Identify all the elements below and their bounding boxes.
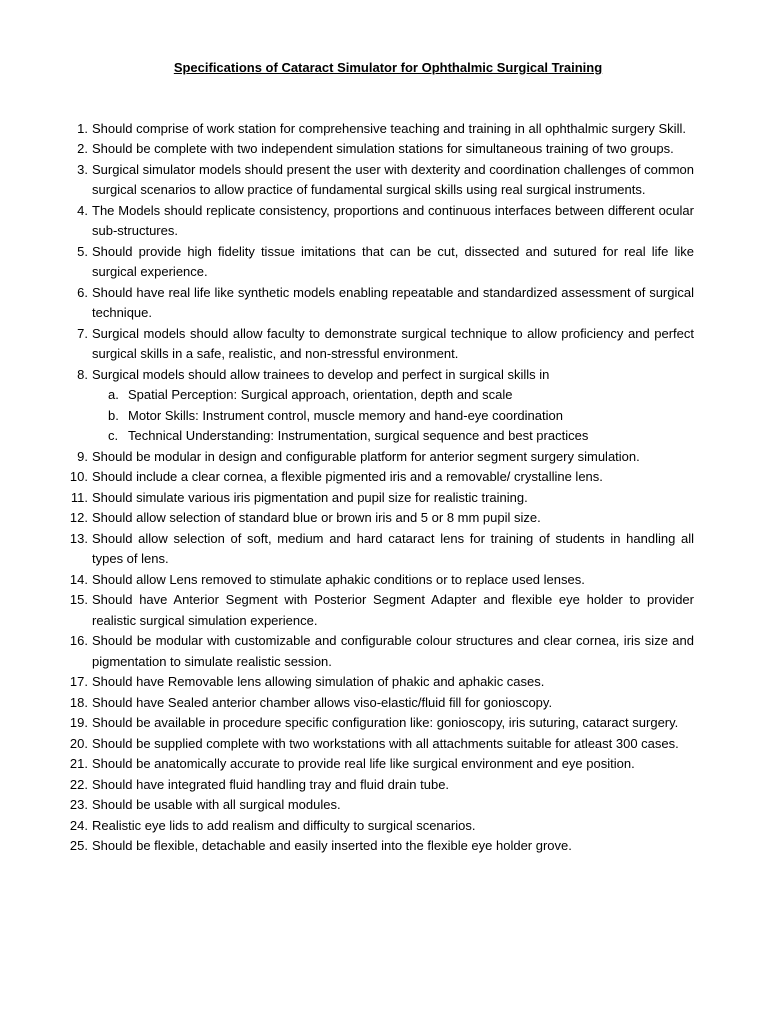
- item-number: 19.: [69, 715, 88, 730]
- item-number: 6.: [77, 284, 88, 300]
- list-item: [77, 283, 694, 324]
- item-number: 22.: [69, 776, 88, 792]
- item-number: 20.: [69, 735, 88, 751]
- item-number: 21.: [69, 756, 88, 771]
- list-item: [69, 836, 694, 857]
- item-text: The Models should replicate consistency, proportions and continuous interfaces between different ocular sub-structures.: [92, 202, 694, 238]
- item-text: Should be modular with customizable and configurable colour structures and clear cornea, iris size and pigmentation to simulate realistic session.: [92, 633, 694, 669]
- item-text: Should have Removable lens allowing simulation of phakic and aphakic cases.: [92, 674, 545, 689]
- item-text: Should simulate various iris pigmentation and pupil size for realistic training.: [92, 489, 528, 505]
- list-item: [69, 693, 694, 714]
- sub-list-item: [108, 426, 694, 447]
- item-text: Should be flexible, detachable and easily inserted into the flexible eye holder grove.: [92, 838, 572, 853]
- sub-item-text: Spatial Perception: Surgical approach, orientation, depth and scale: [128, 387, 513, 402]
- list-item: [69, 570, 694, 591]
- item-number: 25.: [69, 838, 88, 853]
- list-item: [77, 160, 694, 201]
- item-text: Should include a clear cornea, a flexible pigmented iris and a removable/ crystalline lens.: [92, 469, 603, 484]
- item-number: 16.: [69, 633, 88, 648]
- item-text: Should have Sealed anterior chamber allows viso-elastic/fluid fill for gonioscopy.: [92, 694, 553, 710]
- item-text: Realistic eye lids to add realism and difficulty to surgical scenarios.: [92, 817, 476, 833]
- item-number: 12.: [69, 510, 88, 525]
- list-item: [69, 754, 694, 775]
- list-item: [69, 508, 694, 529]
- list-item: [69, 631, 694, 672]
- item-text: Should be modular in design and configurable platform for anterior segment surgery simulation.: [92, 448, 640, 464]
- item-text: Surgical models should allow faculty to demonstrate surgical technique to allow proficiency and perfect surgical skills in a safe, realistic, and non-stressful environment.: [92, 325, 694, 361]
- item-number: 15.: [69, 592, 88, 607]
- item-text: Should comprise of work station for comprehensive teaching and training in all ophthalmic surgery Skill.: [92, 120, 686, 136]
- list-item: [69, 795, 694, 816]
- sub-item-text: Motor Skills: Instrument control, muscle memory and hand-eye coordination: [128, 407, 563, 423]
- specification-list: [69, 119, 694, 857]
- list-item: [77, 242, 694, 283]
- item-text: Should allow selection of standard blue or brown iris and 5 or 8 mm pupil size.: [92, 510, 541, 525]
- item-number: 4.: [77, 202, 88, 218]
- item-number: 14.: [69, 571, 88, 587]
- item-number: 5.: [77, 243, 88, 259]
- item-text: Should be available in procedure specific configuration like: gonioscopy, iris suturing, cataract surgery.: [92, 715, 679, 730]
- sub-item-text: Technical Understanding: Instrumentation, surgical sequence and best practices: [128, 428, 589, 443]
- sub-item-letter: a.: [108, 387, 119, 402]
- list-item: [69, 816, 694, 837]
- sub-item-letter: b.: [108, 407, 119, 423]
- list-item: [70, 488, 694, 509]
- list-item: [77, 139, 694, 160]
- item-number: 23.: [69, 797, 88, 812]
- item-number: 13.: [69, 530, 88, 546]
- item-text: Should have integrated fluid handling tray and fluid drain tube.: [92, 776, 450, 792]
- item-number: 7.: [77, 325, 88, 341]
- item-text: Should allow selection of soft, medium and hard cataract lens for training of students in handling all types of lens.: [92, 530, 694, 566]
- sub-list-item: [108, 406, 694, 427]
- list-item: [69, 467, 694, 488]
- item-text: Should be usable with all surgical modules.: [92, 797, 341, 812]
- item-text: Should have real life like synthetic models enabling repeatable and standardized assessment of surgical technique.: [92, 284, 694, 320]
- list-item: [77, 447, 694, 468]
- item-text: Surgical models should allow trainees to develop and perfect in surgical skills in: [92, 366, 550, 382]
- sub-list: [92, 385, 694, 447]
- sub-item-letter: c.: [108, 428, 119, 443]
- item-number: 24.: [69, 817, 88, 833]
- list-item: [77, 201, 694, 242]
- item-text: Should provide high fidelity tissue imitations that can be cut, dissected and sutured for real life like surgical experience.: [92, 243, 694, 279]
- item-number: 1.: [77, 120, 88, 136]
- list-item: [77, 119, 694, 140]
- item-text: Should be supplied complete with two workstations with all attachments suitable for atleast 300 cases.: [92, 735, 679, 751]
- list-item: [69, 734, 694, 755]
- item-number: 8.: [77, 366, 88, 382]
- list-item: [77, 365, 694, 447]
- item-text: Should be complete with two independent simulation stations for simultaneous training of two groups.: [92, 141, 674, 156]
- item-number: 3.: [77, 161, 88, 177]
- item-number: 18.: [69, 694, 88, 710]
- list-item: [69, 775, 694, 796]
- list-item: [77, 324, 694, 365]
- item-number: 9.: [77, 448, 88, 464]
- list-item: [69, 713, 694, 734]
- item-text: Should be anatomically accurate to provide real life like surgical environment and eye position.: [92, 756, 635, 771]
- item-number: 17.: [69, 674, 88, 689]
- item-number: 10.: [69, 469, 88, 484]
- item-number: 11.: [70, 489, 88, 505]
- list-item: [69, 590, 694, 631]
- sub-list-item: [108, 385, 694, 406]
- item-text: Should allow Lens removed to stimulate aphakic conditions or to replace used lenses.: [92, 571, 585, 587]
- list-item: [69, 672, 694, 693]
- item-text: Should have Anterior Segment with Posterior Segment Adapter and flexible eye holder to provider realistic surgical simulation experience.: [92, 592, 694, 628]
- document-title: Specifications of Cataract Simulator for Ophthalmic Surgical Training: [173, 60, 603, 75]
- item-number: 2.: [77, 141, 88, 156]
- item-text: Surgical simulator models should present the user with dexterity and coordination challenges of common surgical scenarios to allow practice of fundamental surgical skills using real surgical instruments.: [92, 161, 694, 197]
- list-item: [69, 529, 694, 570]
